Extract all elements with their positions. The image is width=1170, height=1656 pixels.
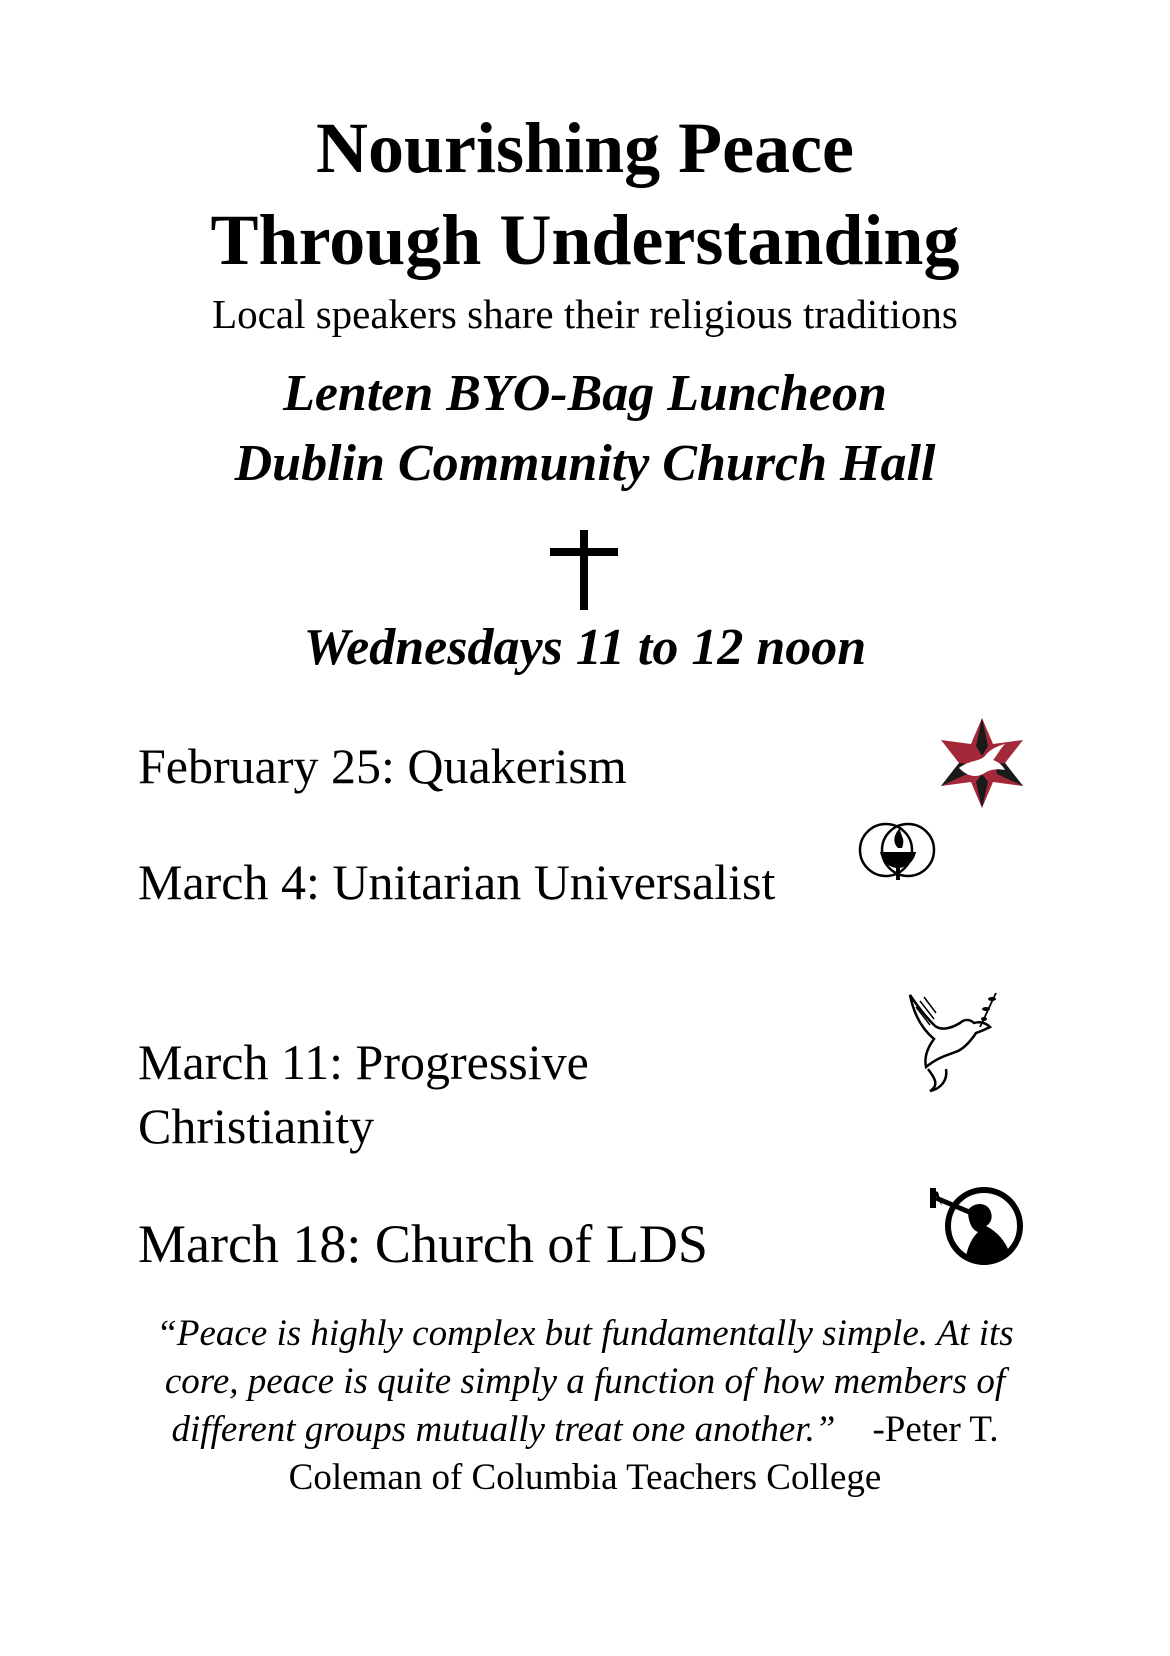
event-name: Lenten BYO-Bag Luncheon <box>283 365 887 422</box>
quote-attribution: -Peter T. Coleman of Columbia Teachers College <box>288 1409 999 1498</box>
star-dove-icon <box>935 716 1029 810</box>
dove-olive-branch-icon <box>900 985 1000 1095</box>
schedule-item-quakerism: February 25: Quakerism <box>138 738 627 794</box>
subtitle: Local speakers share their religious traditions <box>212 291 958 337</box>
schedule-item-progressive-line2: Christianity <box>138 1098 375 1154</box>
schedule-item-progressive-line1: March 11: Progressive <box>138 1034 589 1090</box>
event-time: Wednesdays 11 to 12 noon <box>303 619 867 676</box>
cross-icon <box>548 530 620 610</box>
schedule-item-unitarian: March 4: Unitarian Universalist <box>138 854 776 910</box>
page-title-line2: Through Understanding <box>210 200 960 280</box>
page-title-line1: Nourishing Peace <box>316 108 854 188</box>
chalice-icon <box>858 808 938 892</box>
event-venue: Dublin Community Church Hall <box>234 435 936 492</box>
quote-text: “Peace is highly complex but fundamentally simple. At its core, peace is quite simply a function of how members of different groups mutually treat one another.” <box>156 1313 1014 1450</box>
quote-block <box>135 1310 1035 1502</box>
schedule-item-lds: March 18: Church of LDS <box>138 1214 708 1274</box>
angel-moroni-trumpet-icon <box>928 1176 1024 1268</box>
